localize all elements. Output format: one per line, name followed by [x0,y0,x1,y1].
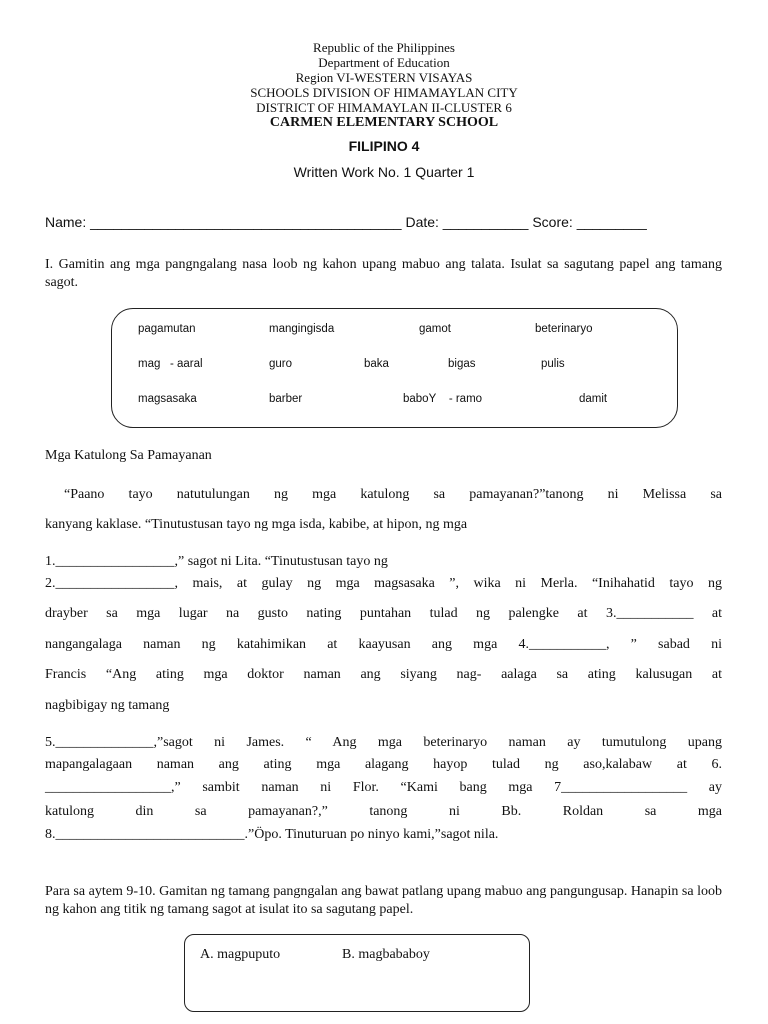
word-item: magsasaka [138,393,197,405]
word-item: pagamutan [138,323,196,335]
story-line: __________________,” sambit naman ni Flor. “Kami bang mga 7__________________ ay [45,780,722,795]
section-title: Mga Katulong Sa Pamayanan [45,448,212,463]
subject-title: FILIPINO 4 [348,138,420,154]
instruction-part-2: Para sa aytem 9-10. Gamitan ng tamang pangngalan ang bawat patlang upang mabuo ang pangungusap. Hanapin sa loob ng kahon ang titik ng tamang sagot at isulat ito sa sagutang papel. [45,884,722,917]
word-item: beterinaryo [535,323,593,335]
header-department: Department of Education [318,55,450,70]
word-item: damit [579,393,608,405]
written-work-title: Written Work No. 1 Quarter 1 [293,164,475,180]
word-item: mangingisda [269,323,335,335]
story-line: nagbibigay ng tamang [45,698,170,713]
document-header [0,40,768,130]
word-item: mag - aaral [138,358,203,370]
choice-a: A. magpuputo [200,947,281,962]
story-line: katulong din sa pamayanan?,” tanong ni Bb. Roldan sa mga [45,804,722,819]
story-line: 1._________________,” sagot ni Lita. “Tinutustusan tayo ng [45,554,388,569]
choice-b: B. magbababoy [342,947,430,962]
word-item: bigas [448,358,476,370]
story-line: 8.___________________________.”Öpo. Tinuturuan po ninyo kami,”sagot nila. [45,827,499,842]
story-line: mapangalagaan naman ang ating mga alagang hayop tulad ng aso,kalabaw at 6. [45,757,722,772]
word-item: guro [269,358,293,370]
word-item: gamot [419,323,451,335]
word-item: pulis [541,358,565,370]
instruction-part-1: I. Gamitin ang mga pangngalang nasa loob ng kahon upang mabuo ang talata. Isulat sa sagutang papel ang tamang sagot. [45,257,722,290]
story-line: kanyang kaklase. “Tinutustusan tayo ng mga isda, kabibe, at hipon, ng mga [45,517,468,532]
story-line: Francis “Ang ating mga doktor naman ang siyang nag- aalaga sa ating kalusugan at [45,667,722,682]
header-republic: Republic of the Philippines [313,40,455,55]
story-line: 5.______________,”sagot ni James. “ Ang mga beterinaryo naman ay tumutulong upang [45,735,722,750]
word-item: baka [364,358,389,370]
header-region: Region VI-WESTERN VISAYAS [295,70,473,85]
story-line: “Paano tayo natutulungan ng mga katulong sa pamayanan?”tanong ni Melissa sa [64,487,722,502]
name-date-score-row[interactable]: Name: ________________________________________ Date: ___________ Score: _________ [45,214,647,230]
story-line: drayber sa mga lugar na gusto nating puntahan tulad ng palengke at 3.___________ at [45,606,722,621]
header-division: SCHOOLS DIVISION OF HIMAMAYLAN CITY [250,85,518,100]
word-item: barber [269,393,303,405]
choices-box [184,934,530,1012]
word-bank-box [111,308,678,428]
story-line: 2._________________, mais, at gulay ng mga magsasaka ”, wika ni Merla. “Inihahatid tayo ng [45,576,722,591]
header-district: DISTRICT OF HIMAMAYLAN II-CLUSTER 6 [256,100,512,115]
header-school: CARMEN ELEMENTARY SCHOOL [269,115,499,130]
word-item: baboY - ramo [403,393,483,405]
story-line: nangangalaga naman ng katahimikan at kaayusan ang mga 4.___________, ” sabad ni [45,637,722,652]
